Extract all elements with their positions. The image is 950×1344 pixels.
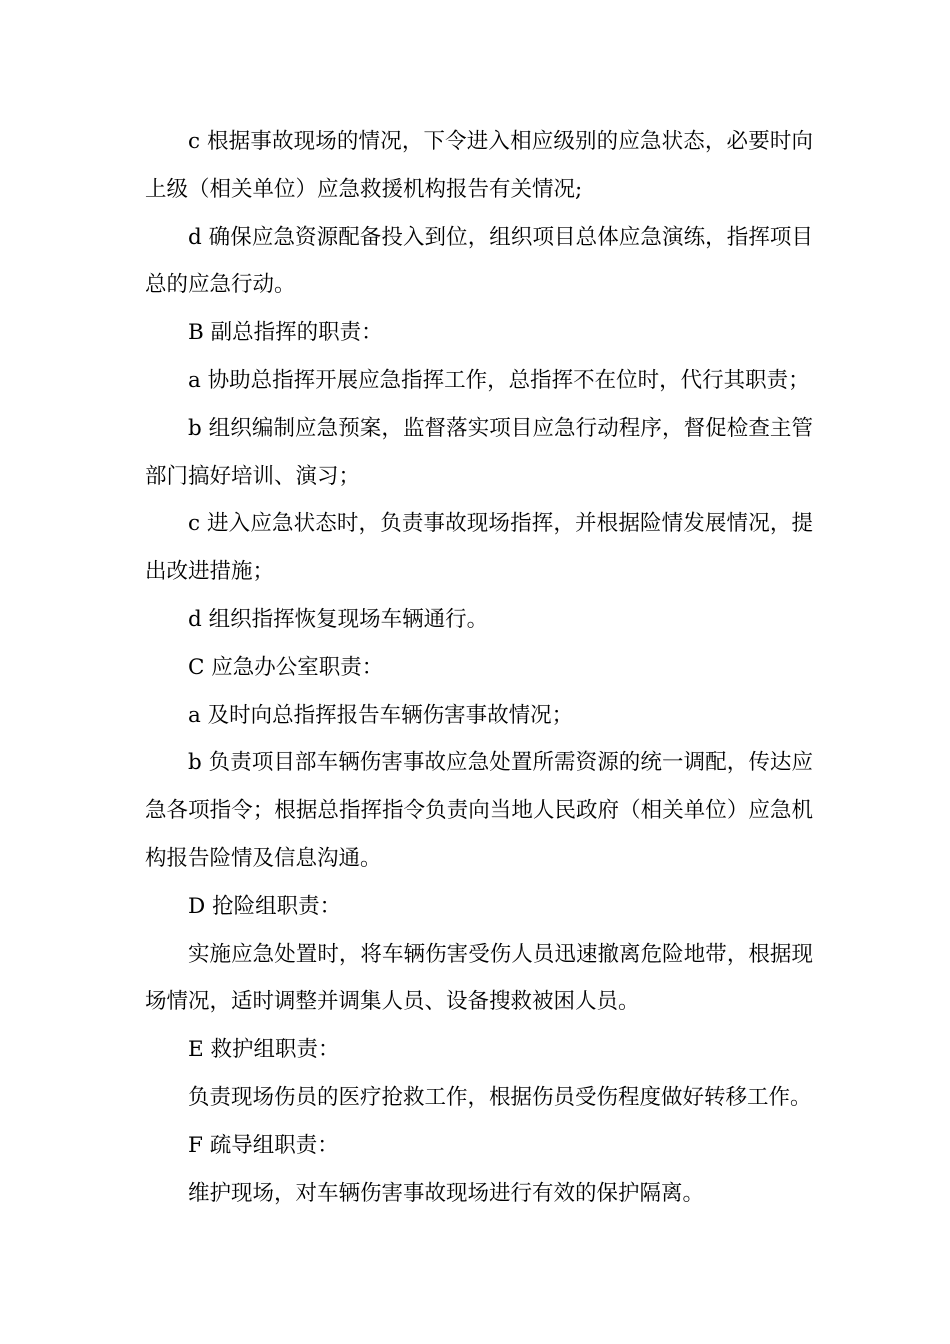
heading-rescue-team-duties: D 抢险组职责： — [188, 893, 342, 919]
heading-deputy-commander-duties: B 副总指挥的职责： — [188, 320, 383, 346]
paragraph-commander-duty-c: c 根据事故现场的情况，下令进入相应级别的应急状态，必要时向上级（相关单位）应急救援机构报告有关情况; — [145, 129, 813, 202]
paragraph-commander-duty-d: d 确保应急资源配备投入到位，组织项目总体应急演练，指挥项目总的应急行动。 — [145, 224, 813, 298]
heading-medical-team-duties: E 救护组职责： — [188, 1037, 340, 1063]
paragraph-rescue-team-duty: 实施应急处置时，将车辆伤害受伤人员迅速撤离危险地带，根据现场情况，适时调整并调集人员、设备搜救被困人员。 — [145, 941, 813, 1015]
heading-emergency-office-duties: C 应急办公室职责： — [188, 654, 384, 680]
document-body — [145, 118, 813, 1217]
paragraph-deputy-duty-a: a 协助总指挥开展应急指挥工作，总指挥不在位时，代行其职责； — [188, 367, 810, 393]
paragraph-guidance-team-duty: 维护现场，对车辆伤害事故现场进行有效的保护隔离。 — [188, 1180, 705, 1206]
paragraph-deputy-duty-d: d 组织指挥恢复现场车辆通行。 — [188, 606, 489, 632]
heading-guidance-team-duties: F 疏导组职责： — [188, 1132, 339, 1158]
paragraph-deputy-duty-b: b 组织编制应急预案，监督落实项目应急行动程序，督促检查主管部门搞好培训、演习； — [145, 415, 813, 489]
paragraph-office-duty-a: a 及时向总指挥报告车辆伤害事故情况； — [188, 702, 574, 728]
paragraph-medical-team-duty: 负责现场伤员的医疗抢救工作，根据伤员受伤程度做好转移工作。 — [188, 1084, 812, 1110]
paragraph-office-duty-b: b 负责项目部车辆伤害事故应急处置所需资源的统一调配，传达应急各项指令；根据总指挥指令负责向当地人民政府（相关单位）应急机构报告险情及信息沟通。 — [145, 750, 813, 871]
paragraph-deputy-duty-c: c 进入应急状态时，负责事故现场指挥，并根据险情发展情况，提出改进措施； — [145, 511, 813, 585]
